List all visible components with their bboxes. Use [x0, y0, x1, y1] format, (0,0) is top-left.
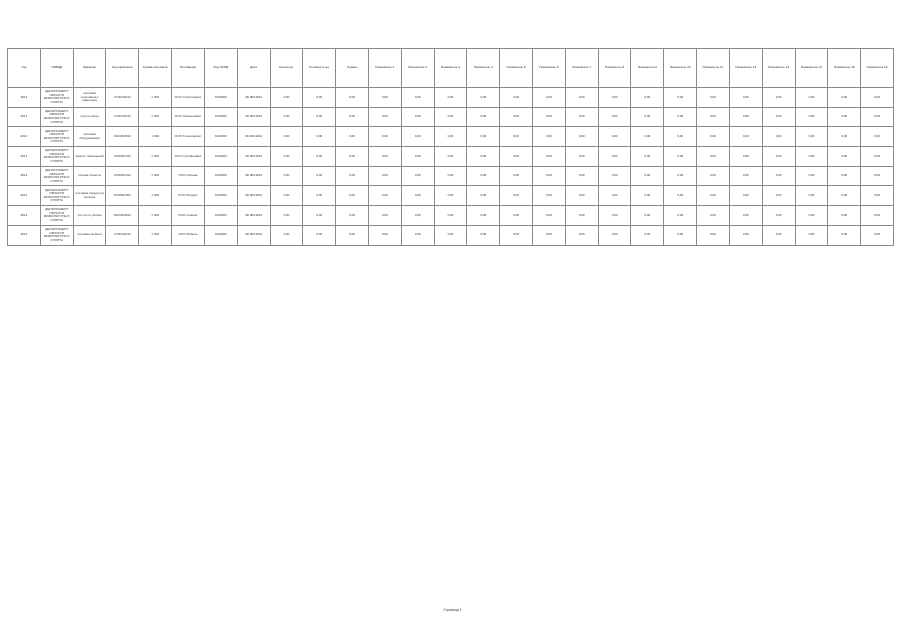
table-cell: 2014	[8, 186, 41, 206]
table-cell: 0,00	[795, 186, 828, 206]
table-cell: 1 000	[139, 88, 172, 108]
table-cell: 0,00	[533, 107, 566, 127]
table-cell: 0,00	[533, 147, 566, 167]
table-cell: 0,00	[368, 225, 401, 245]
table-cell: 0,00	[729, 166, 762, 186]
column-header: Показатель 11	[697, 49, 730, 88]
table-cell: 0,00	[270, 166, 303, 186]
table-cell: 4706301011	[106, 166, 139, 186]
column-header: Показатель 8	[598, 49, 631, 88]
table-cell: ДЕПАРТАМЕНТ ОБЛАСТИ ФИЗКУЛЬТУРЫ И СПОРТА	[40, 88, 73, 108]
table-cell: 1 000	[139, 206, 172, 226]
table-cell: 0,00	[697, 206, 730, 226]
table-cell: 0,00	[828, 166, 861, 186]
table-cell: 0,00	[401, 88, 434, 108]
table-cell: 0,00	[697, 166, 730, 186]
table-cell: 0,00	[762, 147, 795, 167]
table-cell: 0,00	[336, 225, 369, 245]
table-cell: 2014	[8, 88, 41, 108]
table-cell: 1 000	[139, 166, 172, 186]
column-header: Показатель 15	[828, 49, 861, 88]
table-cell: 0,00	[795, 107, 828, 127]
table-cell: 0,00	[598, 186, 631, 206]
table-cell: 3443900	[204, 166, 237, 186]
table-cell: 0,00	[861, 166, 894, 186]
column-header: Показатель 12	[729, 49, 762, 88]
column-header: Показатель 4	[467, 49, 500, 88]
table-cell: 4711032012	[106, 107, 139, 127]
table-cell: 0,00	[401, 107, 434, 127]
table-cell: ДЕПАРТАМЕНТ ОБЛАСТИ ФИЗКУЛЬТУРЫ И СПОРТА	[40, 127, 73, 147]
table-cell: 0,00	[729, 107, 762, 127]
table-cell: 3443900	[204, 107, 237, 127]
column-header: Сумма	[336, 49, 369, 88]
table-cell: ООО Мебель	[172, 225, 205, 245]
table-cell: 3443303	[204, 206, 237, 226]
table-cell: 0,00	[401, 147, 434, 167]
table-cell: 0,00	[664, 147, 697, 167]
table-cell: 0,00	[762, 166, 795, 186]
table-cell: 0,00	[762, 186, 795, 206]
table-cell: 0,00	[368, 166, 401, 186]
table-cell: 0,00	[664, 186, 697, 206]
column-header: Дата	[237, 49, 270, 88]
table-cell: 0,00	[729, 88, 762, 108]
table-cell: 0,00	[434, 107, 467, 127]
table-cell: ОК 003-2012	[237, 127, 270, 147]
table-cell: 0,00	[368, 147, 401, 167]
table-cell: 0,00	[697, 225, 730, 245]
table-cell: 1 000	[139, 225, 172, 245]
table-cell: ООО Техносервис	[172, 127, 205, 147]
column-header: Показатель 6	[533, 49, 566, 88]
table-row	[8, 186, 894, 206]
table-cell: 0,00	[434, 186, 467, 206]
column-header: Код заказчика	[106, 49, 139, 88]
table-cell: 0,00	[664, 127, 697, 147]
table-cell: 4706301011	[106, 147, 139, 167]
table-cell: 0,00	[368, 127, 401, 147]
table-cell: 0,00	[828, 225, 861, 245]
table-cell: 2014	[8, 147, 41, 167]
table-cell: 0,00	[500, 127, 533, 147]
table-cell: ОК 003-2012	[237, 107, 270, 127]
table-cell: 0,00	[598, 166, 631, 186]
column-header: ОКВЭД	[40, 49, 73, 88]
table-cell: 0,00	[303, 88, 336, 108]
table-cell: 0,00	[467, 206, 500, 226]
column-header: Показатель 16	[861, 49, 894, 88]
table-cell: услуги связи	[73, 107, 106, 127]
table-cell: 0,00	[434, 225, 467, 245]
table-cell: 0,00	[729, 147, 762, 167]
table-cell: 0,00	[729, 206, 762, 226]
column-header: Поставщик	[172, 49, 205, 88]
table-cell: 0,00	[467, 225, 500, 245]
table-cell: 0,00	[729, 225, 762, 245]
column-header: Сумма контракта	[139, 49, 172, 88]
table-cell: 4711032012	[106, 225, 139, 245]
table-cell: 0,00	[565, 186, 598, 206]
table-cell: 0,00	[697, 186, 730, 206]
table-cell: ООО Связьсервис	[172, 107, 205, 127]
table-cell: поставка спортивного инвентаря	[73, 88, 106, 108]
table-cell: 0,00	[533, 206, 566, 226]
table-cell: 0,00	[303, 206, 336, 226]
table-cell: 3443303	[204, 147, 237, 167]
table-cell: 0,00	[270, 206, 303, 226]
table-cell: 0,00	[500, 206, 533, 226]
table-cell: 0,00	[565, 107, 598, 127]
column-header: Показатель 10	[664, 49, 697, 88]
table-cell: ОК 003-2012	[237, 206, 270, 226]
table-cell: 0,00	[336, 107, 369, 127]
page-footer: Страница 1	[443, 608, 462, 612]
table-cell: 0,00	[598, 107, 631, 127]
table-cell: 0,00	[467, 88, 500, 108]
table-cell: 3443900	[204, 186, 237, 206]
table-cell: поставка продуктов питания	[73, 186, 106, 206]
table-cell: 0,00	[795, 166, 828, 186]
table-cell: 0,00	[598, 88, 631, 108]
table-cell: ремонт помещений	[73, 147, 106, 167]
table-cell: ОК 003-2012	[237, 186, 270, 206]
table-cell: 0,00	[795, 225, 828, 245]
table-cell: 0,00	[795, 127, 828, 147]
table-cell: 0,00	[500, 225, 533, 245]
table-cell: 0,00	[565, 206, 598, 226]
table-row	[8, 166, 894, 186]
table-cell: ДЕПАРТАМЕНТ ОБЛАСТИ ФИЗКУЛЬТУРЫ И СПОРТА	[40, 147, 73, 167]
column-header: Показатель 5	[500, 49, 533, 88]
column-header: Показатель 2	[401, 49, 434, 88]
table-cell: 0,00	[270, 107, 303, 127]
table-cell: 0,00	[861, 147, 894, 167]
table-cell: 0,00	[631, 186, 664, 206]
table-cell: 0,00	[533, 127, 566, 147]
table-cell: 0,00	[631, 166, 664, 186]
table-cell: 0,00	[565, 225, 598, 245]
column-header: Показатель 13	[762, 49, 795, 88]
table-row	[8, 206, 894, 226]
table-cell: 0,00	[303, 147, 336, 167]
table-cell: ДЕПАРТАМЕНТ ОБЛАСТИ ФИЗКУЛЬТУРЫ И СПОРТА	[40, 206, 73, 226]
table-cell: 0,00	[467, 166, 500, 186]
column-header: Показатель 7	[565, 49, 598, 88]
table-cell: 0,00	[401, 225, 434, 245]
table-cell: 3443303	[204, 127, 237, 147]
table-cell: ДЕПАРТАМЕНТ ОБЛАСТИ ФИЗКУЛЬТУРЫ И СПОРТА	[40, 186, 73, 206]
table-cell: 0,00	[467, 186, 500, 206]
table-cell: 0,00	[500, 147, 533, 167]
table-cell: 0,00	[401, 186, 434, 206]
table-row	[8, 225, 894, 245]
table-cell: ООО Клининг	[172, 206, 205, 226]
table-cell: 0,00	[664, 166, 697, 186]
table-cell: 0,00	[303, 127, 336, 147]
table-cell: 0,00	[795, 147, 828, 167]
table-cell: 0,00	[762, 225, 795, 245]
table-cell: 1 000	[139, 107, 172, 127]
table-cell: ДЕПАРТАМЕНТ ОБЛАСТИ ФИЗКУЛЬТУРЫ И СПОРТА	[40, 225, 73, 245]
table-cell: 0,00	[303, 107, 336, 127]
table-cell: 0,00	[631, 206, 664, 226]
table-cell: 0,00	[401, 127, 434, 147]
table-cell: 0,00	[368, 186, 401, 206]
table-cell: 0,00	[861, 107, 894, 127]
table-cell: ДЕПАРТАМЕНТ ОБЛАСТИ ФИЗКУЛЬТУРЫ И СПОРТА	[40, 107, 73, 127]
table-cell: 0,00	[697, 147, 730, 167]
table-cell: 3324403813	[106, 127, 139, 147]
table-cell: 0,00	[401, 166, 434, 186]
table-cell: 0,00	[631, 225, 664, 245]
table-cell: 3324403813	[106, 206, 139, 226]
column-header: Кол-во ед.	[270, 49, 303, 88]
table-cell: 0,00	[303, 225, 336, 245]
table-cell: 2014	[8, 107, 41, 127]
table-cell: 0,00	[565, 166, 598, 186]
table-cell: 0,00	[565, 127, 598, 147]
table-cell: 0,00	[434, 127, 467, 147]
table-cell: ООО Охрана	[172, 166, 205, 186]
table-cell: 0,00	[368, 88, 401, 108]
table-cell: 3443900	[204, 88, 237, 108]
table-cell: 0,00	[303, 166, 336, 186]
table-cell: 0,00	[828, 186, 861, 206]
table-cell: 0,00	[270, 127, 303, 147]
table-cell: 0,00	[500, 107, 533, 127]
table-cell: 0,00	[598, 225, 631, 245]
table-cell: охрана объекта	[73, 166, 106, 186]
table-cell: 0,00	[336, 88, 369, 108]
table-cell: 0,00	[664, 225, 697, 245]
table-cell: 0,00	[434, 147, 467, 167]
table-cell: 0,00	[434, 166, 467, 186]
table-cell: 0,00	[762, 127, 795, 147]
table-cell: 0,00	[270, 147, 303, 167]
table-cell: поставка оборудования	[73, 127, 106, 147]
table-cell: 0,00	[828, 127, 861, 147]
table-cell: 0,00	[598, 206, 631, 226]
table-cell: 0,00	[828, 206, 861, 226]
table-cell: 0,00	[336, 186, 369, 206]
column-header: Показатель 1	[368, 49, 401, 88]
table-cell: 0,00	[533, 225, 566, 245]
table-cell: 0,00	[533, 166, 566, 186]
column-header: Показатель 9	[631, 49, 664, 88]
table-cell: 0,00	[336, 147, 369, 167]
table-cell: 0,00	[500, 166, 533, 186]
table-row	[8, 147, 894, 167]
column-header: Код ОКПД	[204, 49, 237, 88]
table-cell: 0,00	[861, 225, 894, 245]
table-cell: 0,00	[828, 107, 861, 127]
table-cell: ОК 003-2012	[237, 225, 270, 245]
table-row	[8, 88, 894, 108]
table-cell: 0,00	[336, 127, 369, 147]
table-cell: 3143501001	[106, 186, 139, 206]
table-cell: 0,00	[565, 88, 598, 108]
table-cell: 0,00	[401, 206, 434, 226]
table-header-row	[8, 49, 894, 88]
table-cell: ООО Стройсервис	[172, 147, 205, 167]
column-header: Год	[8, 49, 41, 88]
column-header: Стоимость ед.	[303, 49, 336, 88]
table-cell: 0,00	[729, 186, 762, 206]
table-cell: 0,00	[631, 147, 664, 167]
table-cell: 0,00	[828, 147, 861, 167]
column-header: Показатель 14	[795, 49, 828, 88]
table-cell: ООО Спортсервис	[172, 88, 205, 108]
table-cell: ОК 003-2012	[237, 88, 270, 108]
table-cell: 0,00	[795, 88, 828, 108]
table-cell: 0,00	[500, 186, 533, 206]
table-cell: 0,00	[303, 186, 336, 206]
column-header: Заказчик	[73, 49, 106, 88]
table-cell: 2014	[8, 225, 41, 245]
table-cell: 0,00	[697, 88, 730, 108]
table-cell: 0,00	[861, 88, 894, 108]
table-row	[8, 107, 894, 127]
table-cell: 4711032012	[106, 88, 139, 108]
table-cell: 0,00	[434, 206, 467, 226]
table-cell: 0,00	[467, 127, 500, 147]
table-cell: 2014	[8, 166, 41, 186]
table-cell: 0,00	[631, 127, 664, 147]
table-cell: 0,00	[368, 206, 401, 226]
table-cell: 0,00	[664, 206, 697, 226]
table-cell: 0,00	[434, 88, 467, 108]
table-cell: 0,00	[467, 107, 500, 127]
table-cell: 1 000	[139, 147, 172, 167]
table-cell: 1 000	[139, 127, 172, 147]
data-table	[7, 48, 894, 246]
table-cell: 0,00	[861, 127, 894, 147]
table-cell: 0,00	[565, 147, 598, 167]
table-cell: 0,00	[631, 88, 664, 108]
table-cell: 0,00	[368, 107, 401, 127]
table-cell: 0,00	[762, 206, 795, 226]
table-cell: 0,00	[762, 88, 795, 108]
table-cell: 3443900	[204, 225, 237, 245]
table-cell: 2014	[8, 206, 41, 226]
table-cell: ООО Продукт	[172, 186, 205, 206]
table-cell: 0,00	[467, 147, 500, 167]
table-cell: 0,00	[697, 127, 730, 147]
table-cell: 0,00	[270, 186, 303, 206]
table-cell: 0,00	[861, 206, 894, 226]
table-cell: услуги по уборке	[73, 206, 106, 226]
table-cell: 0,00	[762, 107, 795, 127]
table-cell: 0,00	[336, 206, 369, 226]
table-cell: 1 000	[139, 186, 172, 206]
table-cell: 2014	[8, 127, 41, 147]
table-cell: 0,00	[664, 88, 697, 108]
table-cell: 0,00	[631, 107, 664, 127]
table-cell: поставка мебели	[73, 225, 106, 245]
table-cell: 0,00	[697, 107, 730, 127]
table-cell: 0,00	[500, 88, 533, 108]
table-cell: 0,00	[729, 127, 762, 147]
table-cell: 0,00	[598, 147, 631, 167]
table-cell: 0,00	[795, 206, 828, 226]
table-cell: 0,00	[533, 186, 566, 206]
table-cell: 0,00	[533, 88, 566, 108]
table-cell: 0,00	[598, 127, 631, 147]
column-header: Показатель 3	[434, 49, 467, 88]
table-cell: 0,00	[270, 225, 303, 245]
table-cell: ДЕПАРТАМЕНТ ОБЛАСТИ ФИЗКУЛЬТУРЫ И СПОРТА	[40, 166, 73, 186]
table-cell: ОК 003-2012	[237, 147, 270, 167]
table-row	[8, 127, 894, 147]
table-cell: 0,00	[270, 88, 303, 108]
table-cell: 0,00	[664, 107, 697, 127]
table-cell: 0,00	[828, 88, 861, 108]
table-cell: 0,00	[336, 166, 369, 186]
table-cell: 0,00	[861, 186, 894, 206]
table-cell: ОК 003-2012	[237, 166, 270, 186]
